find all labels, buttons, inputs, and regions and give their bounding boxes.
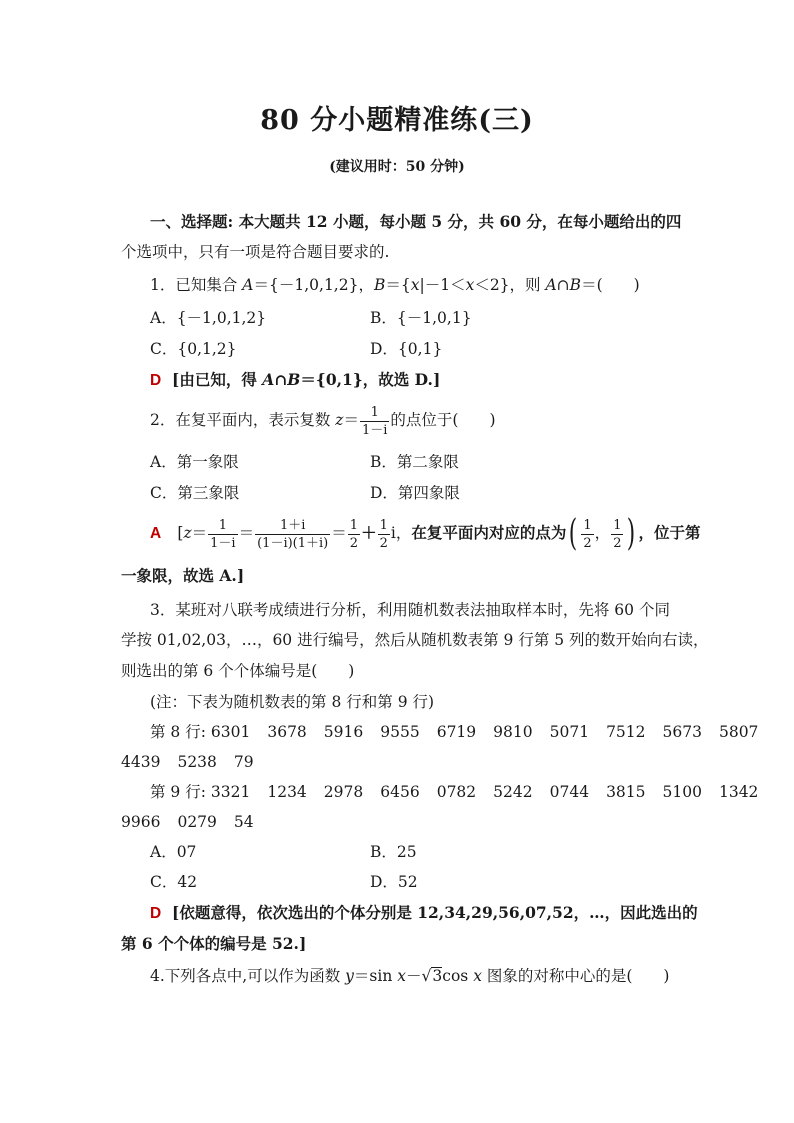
random-number-cell: 6456 xyxy=(380,783,420,801)
random-number-cell: 54 xyxy=(233,813,254,831)
q1-answer-cap: ∩ xyxy=(274,370,288,389)
random-number-cell: 79 xyxy=(233,753,254,771)
random-number-cell: 0744 xyxy=(549,783,590,801)
q4-stem xyxy=(150,966,669,986)
q1-answer-b: B xyxy=(287,370,301,389)
q2-answer-bracket: [ xyxy=(177,524,184,542)
q4-var-x1: x xyxy=(397,967,406,985)
q2-var-z: z xyxy=(335,411,344,429)
q2-option-a: A．第一象限 xyxy=(150,453,239,471)
random-number-cell: 3321 xyxy=(210,783,251,801)
section-heading-line2: 个选项中，只有一项是符合题目要求的. xyxy=(121,243,390,261)
random-number-cell: 9966 xyxy=(121,813,161,831)
random-number-cell: 0279 xyxy=(177,813,217,831)
q3-row9-cont xyxy=(121,812,254,832)
q4-minus: － xyxy=(406,967,422,985)
q2-f4-den: 2 xyxy=(379,535,388,551)
q2-f5-den: 2 xyxy=(583,535,592,551)
q2-option-b: B．第二象限 xyxy=(370,453,459,471)
q3-option-a: A．07 xyxy=(150,843,197,861)
q1-option-c: C．{0,1,2} xyxy=(150,340,237,358)
q3-row9 xyxy=(150,782,758,802)
row8-label: 第 8 行: xyxy=(150,723,206,741)
q3-stem-line1: 3．某班对八联考成绩进行分析，利用随机数表法抽取样本时，先将 60 个同 xyxy=(150,601,670,619)
q2-eq: ＝ xyxy=(343,411,359,429)
page-title: 80 分小题精准练(三) xyxy=(260,105,534,136)
q4-stem-tail: 图象的对称中心的是( ) xyxy=(481,967,670,985)
q1-var-x2: x xyxy=(465,276,475,294)
q4-sqrt-value: 3 xyxy=(432,967,443,985)
q3-answer-letter: D xyxy=(150,905,162,922)
random-number-cell: 5238 xyxy=(177,753,217,771)
q1-set-a2: A xyxy=(545,276,557,294)
random-number-cell: 5100 xyxy=(662,783,702,801)
q1-set-b2: B xyxy=(569,276,582,294)
random-number-cell: 1342 xyxy=(718,783,759,801)
q2-answer-mid: 在复平面内对应的点为 xyxy=(411,523,567,542)
section-heading-text: 一、选择题: 本大题共 12 小题，每小题 5 分，共 60 分，在每小题给出的四 xyxy=(150,212,682,231)
q1-option-a: A．{－1,0,1,2} xyxy=(150,309,267,327)
q2-f6-den: 2 xyxy=(613,535,622,551)
random-number-cell: 9810 xyxy=(493,723,533,741)
q1-set-a-def: ＝{－1,0,1,2}， xyxy=(253,276,374,294)
q1-answer-letter: D xyxy=(150,372,162,389)
q1-brace: ＝{ xyxy=(385,276,411,294)
q3-row8-cont xyxy=(121,752,254,772)
q2-right-paren: ) xyxy=(627,513,636,554)
q2-frac-num: 1 xyxy=(360,404,389,422)
q2-f5-num: 1 xyxy=(583,517,592,533)
q3-stem-line2: 学按 01,02,03，…，60 进行编号，然后从随机数表第 9 行第 5 列的数开始向右读， xyxy=(121,631,709,649)
row9-cells xyxy=(211,783,759,801)
q1-stem-text: 1．已知集合 xyxy=(150,276,243,294)
random-number-cell: 6301 xyxy=(210,723,251,741)
q2-f4-num: 1 xyxy=(379,517,388,533)
random-number-cell: 5071 xyxy=(549,723,590,741)
q2-answer-tail: ，位于第 xyxy=(638,523,701,542)
q1-blank: ＝( ) xyxy=(581,276,640,294)
row8-cells xyxy=(211,723,759,741)
q1-cap: ∩ xyxy=(556,276,570,294)
q1-cond2: ＜2}，则 xyxy=(474,276,546,294)
section-heading-line1 xyxy=(150,212,681,232)
time-note: (建议用时：50 分钟) xyxy=(329,159,465,175)
q2-answer-plus: ＋ xyxy=(361,523,377,542)
random-number-cell: 5807 xyxy=(718,723,759,741)
random-number-cell: 3815 xyxy=(606,783,646,801)
random-number-cell: 6719 xyxy=(436,723,477,741)
random-number-cell: 2978 xyxy=(323,783,364,801)
q2-f3-num: 1 xyxy=(349,517,359,533)
q2-f1-num: 1 xyxy=(208,517,237,535)
q2-f2-num: 1＋i xyxy=(255,517,330,535)
q2-answer-frac5 xyxy=(581,517,593,552)
q2-answer-frac3 xyxy=(348,517,360,552)
q1-var-x: x xyxy=(410,276,420,294)
row9-cont-cells xyxy=(121,813,254,831)
random-number-cell: 5916 xyxy=(323,723,364,741)
q2-option-c: C．第三象限 xyxy=(150,484,240,502)
q1-stem xyxy=(150,275,640,295)
q3-option-b: B．25 xyxy=(370,843,417,861)
q4-var-y: y xyxy=(345,967,354,985)
random-number-cell: 5242 xyxy=(493,783,533,801)
q3-note: (注：下表为随机数表的第 8 行和第 9 行) xyxy=(150,693,435,711)
q2-fraction xyxy=(360,404,389,439)
q2-stem-text: 2．在复平面内，表示复数 xyxy=(150,411,336,429)
q3-answer xyxy=(150,903,698,924)
q2-answer-eq: ＝ xyxy=(191,524,208,542)
q2-left-paren: ( xyxy=(569,513,578,554)
q1-answer-tail: ＝{0,1}，故选 D.] xyxy=(300,370,441,389)
q2-f2-den: (1－i)(1＋i) xyxy=(257,535,329,551)
q2-answer-frac2 xyxy=(255,517,330,552)
q4-var-x2: x xyxy=(473,967,482,985)
q3-answer-text: [依题意得，依次选出的个体分别是 12,34,29,56,07,52，…，因此选出的 xyxy=(172,903,698,922)
q2-answer xyxy=(150,510,701,557)
random-number-cell: 1234 xyxy=(267,783,307,801)
row9-label: 第 9 行: xyxy=(150,783,206,801)
q1-cond: |－1＜ xyxy=(419,276,466,294)
q2-answer-z: z xyxy=(183,524,192,542)
q2-frac-den: 1－i xyxy=(361,422,388,438)
q2-f1-den: 1－i xyxy=(210,535,236,551)
q1-answer-text: [由已知，得 xyxy=(172,370,263,389)
q2-f6-num: 1 xyxy=(613,517,622,533)
q2-f3-den: 2 xyxy=(349,535,359,551)
q2-answer-frac1 xyxy=(208,517,237,552)
q2-answer-i: i， xyxy=(390,524,412,542)
q2-answer-frac4 xyxy=(378,517,390,552)
q3-answer-line2: 第 6 个个体的编号是 52.] xyxy=(121,934,307,953)
random-number-cell: 7512 xyxy=(606,723,646,741)
q1-answer-a: A xyxy=(262,370,275,389)
q1-answer xyxy=(150,370,440,391)
q4-cos: cos xyxy=(442,967,474,985)
q1-option-d: D．{0,1} xyxy=(370,340,443,358)
q3-option-d: D．52 xyxy=(370,873,418,891)
q2-option-d: D．第四象限 xyxy=(370,484,460,502)
q2-answer-comma: ， xyxy=(594,524,611,542)
q3-row8 xyxy=(150,722,758,742)
q4-sin: ＝sin xyxy=(353,967,398,985)
q4-stem-text: 4.下列各点中,可以作为函数 xyxy=(150,967,346,985)
q2-answer-eq2: ＝ xyxy=(238,524,255,542)
random-number-cell: 4439 xyxy=(121,753,161,771)
q2-answer-eq3: ＝ xyxy=(331,524,347,542)
q2-answer-line2: 一象限，故选 A.] xyxy=(121,566,245,585)
q1-set-a: A xyxy=(242,276,254,294)
q3-stem-line3: 则选出的第 6 个个体编号是( ) xyxy=(121,662,355,680)
q2-answer-letter: A xyxy=(150,525,162,542)
random-number-cell: 0782 xyxy=(436,783,477,801)
q1-option-b: B．{－1,0,1} xyxy=(370,309,472,327)
q2-answer-frac6 xyxy=(611,517,623,552)
random-number-cell: 9555 xyxy=(380,723,420,741)
row8-cont-cells xyxy=(121,753,254,771)
q2-stem-tail: 的点位于( ) xyxy=(390,411,496,429)
q2-stem xyxy=(150,400,496,440)
q3-option-c: C．42 xyxy=(150,873,198,891)
random-number-cell: 5673 xyxy=(662,723,702,741)
random-number-cell: 3678 xyxy=(267,723,307,741)
q1-set-b: B xyxy=(373,276,386,294)
q4-sqrt-symbol: √ xyxy=(421,967,432,985)
